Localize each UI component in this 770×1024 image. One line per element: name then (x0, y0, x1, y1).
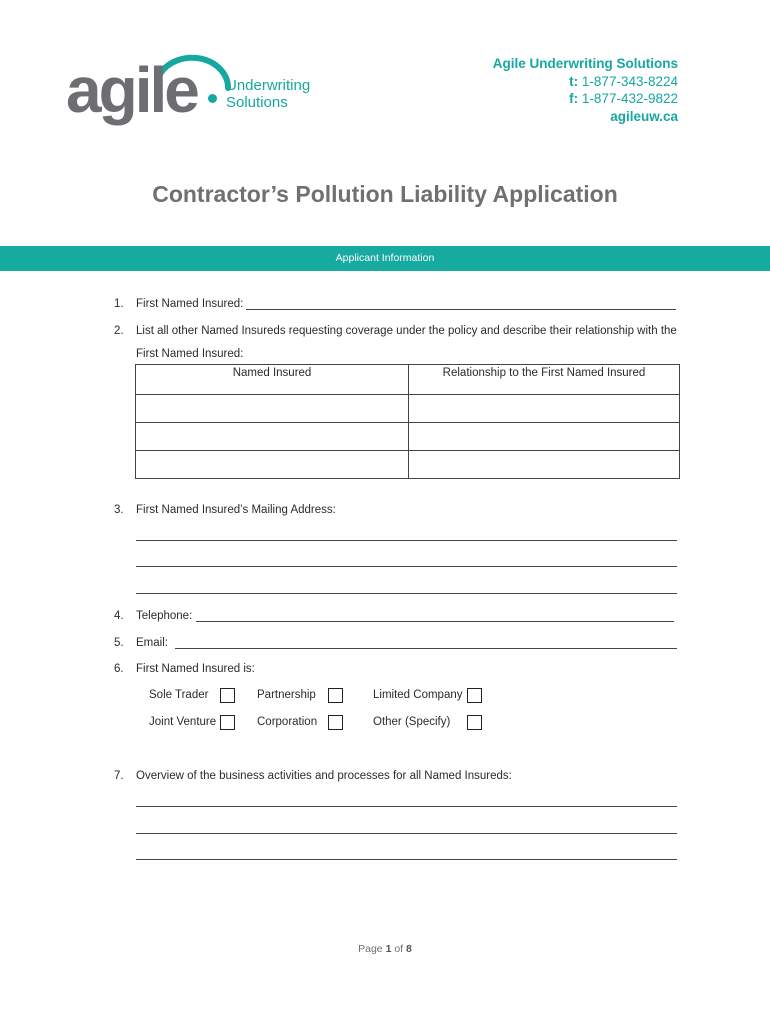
table-header-row (136, 365, 680, 395)
question-label: Telephone: (136, 610, 193, 622)
checkbox-partnership[interactable] (328, 688, 343, 703)
question-label: Email: (136, 637, 168, 649)
logo-wordmark: agile (66, 54, 197, 126)
question-label: First Named Insured is: (136, 663, 255, 675)
first-named-insured-field[interactable] (246, 309, 676, 310)
mailing-address-line-3[interactable] (136, 593, 677, 594)
question-label: First Named Insured: (136, 298, 244, 310)
page-prefix: Page (358, 943, 383, 955)
table-cell[interactable] (409, 395, 680, 423)
page-title: Contractor’s Pollution Liability Application (152, 181, 618, 207)
page-current: 1 (385, 943, 392, 955)
phone-number: 1-877-343-8224 (581, 73, 678, 89)
business-overview-line-1[interactable] (136, 806, 677, 807)
table-row (136, 451, 680, 479)
question-number: 4. (114, 610, 124, 622)
page-footer (0, 943, 770, 955)
checkbox-other[interactable] (467, 715, 482, 730)
company-logo (66, 44, 336, 126)
table-cell[interactable] (136, 451, 409, 479)
checkbox-corporation[interactable] (328, 715, 343, 730)
logo-dot-icon (208, 94, 217, 103)
option-label-corporation: Corporation (257, 716, 318, 728)
logo-line1: Underwriting (226, 77, 311, 94)
option-label-sole-trader: Sole Trader (149, 689, 209, 701)
question-number: 5. (114, 637, 124, 649)
mailing-address-line-1[interactable] (136, 540, 677, 541)
table-cell[interactable] (136, 395, 409, 423)
page-total: 8 (406, 943, 412, 955)
company-name: Agile Underwriting Solutions (492, 56, 678, 71)
table-cell[interactable] (136, 423, 409, 451)
section-banner: Applicant Information (0, 246, 770, 271)
named-insureds-table (135, 364, 680, 479)
column-header: Named Insured (136, 365, 409, 395)
question-number: 7. (114, 770, 124, 782)
question-number: 2. (114, 325, 124, 337)
fax-line (493, 90, 678, 108)
option-label-other: Other (Specify) (373, 716, 451, 728)
checkbox-limited-company[interactable] (467, 688, 482, 703)
phone-line (493, 73, 678, 91)
checkbox-sole-trader[interactable] (220, 688, 235, 703)
telephone-field[interactable] (196, 621, 674, 622)
column-header: Relationship to the First Named Insured (409, 365, 680, 395)
option-label-joint-venture: Joint Venture (149, 716, 217, 728)
contact-block (493, 55, 678, 125)
table-row (136, 423, 680, 451)
fax-number: 1-877-432-9822 (581, 91, 678, 106)
email-field[interactable] (175, 648, 677, 649)
website-link[interactable]: agileuw.ca (610, 108, 678, 124)
question-label: Overview of the business activities and processes for all Named Insureds: (136, 770, 512, 782)
question-label: First Named Insured’s Mailing Address: (136, 504, 336, 516)
business-overview-line-2[interactable] (136, 833, 677, 834)
phone-label: t: (569, 73, 579, 89)
question-number: 6. (114, 663, 124, 675)
question-number: 3. (114, 504, 124, 516)
table-cell[interactable] (409, 451, 680, 479)
option-label-partnership: Partnership (257, 689, 316, 701)
fax-label: f: (569, 91, 579, 106)
question-label: List all other Named Insureds requesting coverage under the policy and describe their relationship with the (136, 325, 677, 337)
question-label-cont: First Named Insured: (136, 348, 244, 360)
table-cell[interactable] (409, 423, 680, 451)
question-number: 1. (114, 298, 124, 310)
page-of: of (394, 943, 404, 955)
option-label-limited-company: Limited Company (373, 689, 463, 701)
mailing-address-line-2[interactable] (136, 566, 677, 567)
checkbox-joint-venture[interactable] (220, 715, 235, 730)
business-overview-line-3[interactable] (136, 859, 677, 860)
logo-line2: Solutions (226, 94, 288, 111)
table-row (136, 395, 680, 423)
